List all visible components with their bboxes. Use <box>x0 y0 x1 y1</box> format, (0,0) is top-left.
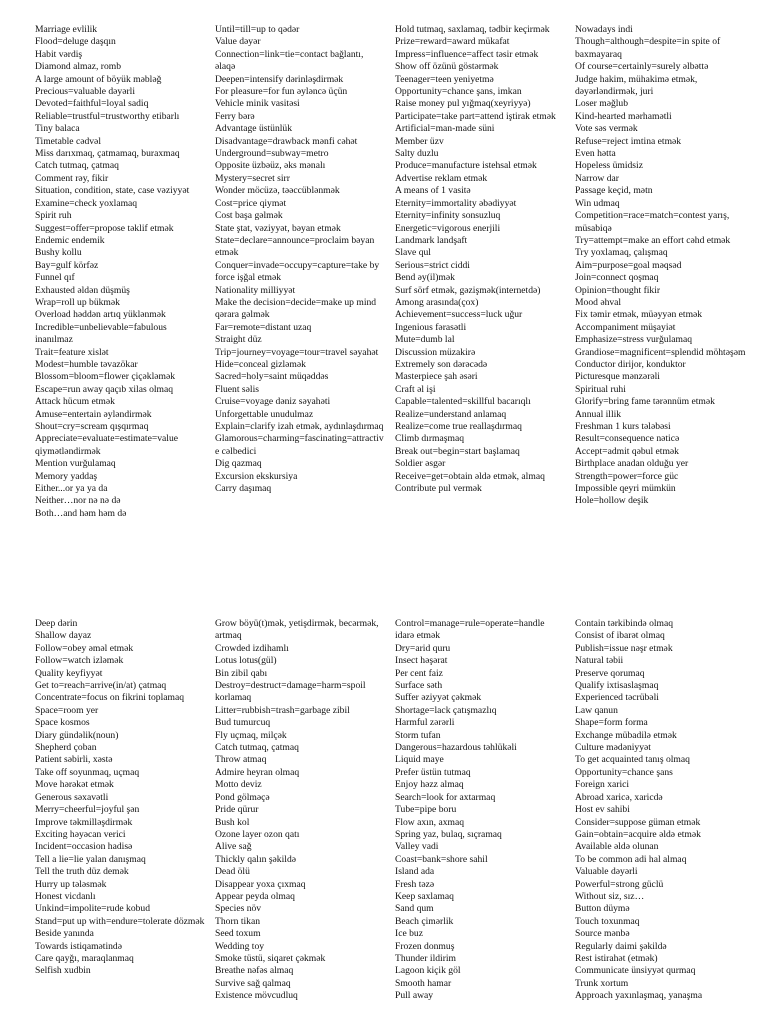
vocab-entry: Impress=influence=affect təsir etmək <box>395 48 539 60</box>
vocab-entry: Button düymə <box>575 903 630 915</box>
vocab-column-8 <box>575 618 755 1003</box>
vocab-entry: Approach yaxınlaşmaq, yanaşma <box>575 990 703 1002</box>
vocab-entry: Far=remote=distant uzaq <box>215 321 312 333</box>
vocab-entry: Advantage üstünlük <box>215 123 293 135</box>
vocab-entry: Explain=clarify izah etmək, aydınlaşdırmaq <box>215 421 384 432</box>
vocab-entry: Miss darıxmaq, çatmamaq, buraxmaq <box>35 148 180 160</box>
vocab-entry: Throw atmaq <box>215 754 267 766</box>
vocab-entry: Fresh təzə <box>395 878 435 890</box>
vocab-entry: Realize=come true reallaşdırmaq <box>395 421 522 432</box>
vocab-entry: Sacred=holy=saint müqəddəs <box>215 371 329 383</box>
vocab-entry: Appreciate=evaluate=estimate=value qiymətləndirmək <box>35 433 179 457</box>
vocab-entry: Spirit ruh <box>35 210 72 222</box>
vocab-entry: Gain=obtain=acquire əldə etmək <box>575 828 701 840</box>
vocab-entry: Fly uçmaq, milçək <box>215 729 287 741</box>
vocab-entry: Patient səbirli, xəstə <box>35 754 113 766</box>
vocab-entry: Space kosmos <box>35 717 90 729</box>
vocab-entry: Frozen donmuş <box>395 940 455 952</box>
vocab-entry: Landmark landşaft <box>395 234 468 246</box>
vocab-entry: For pleasure=for fun əyləncə üçün <box>215 86 348 98</box>
vocab-column-5 <box>35 618 205 978</box>
vocab-column-6 <box>215 618 385 1003</box>
vocab-entry: Freshman 1 kurs tələbəsi <box>575 421 671 432</box>
vocab-entry: Opportunity=chance şans, imkan <box>395 86 522 98</box>
vocab-entry: Ice buz <box>395 928 423 940</box>
vocab-entry: Wrap=roll up bükmək <box>35 296 120 308</box>
vocab-entry: Mention vurğulamaq <box>35 458 116 470</box>
vocab-entry: Available əldə olunan <box>575 841 659 853</box>
vocab-entry: Merry=cheerful=joyful şən <box>35 804 140 816</box>
vocab-entry: Take off soyunmaq, uçmaq <box>35 766 140 778</box>
vocab-entry: Shepherd çoban <box>35 742 97 754</box>
vocab-entry: Show off özünü göstərmək <box>395 61 499 73</box>
vocab-entry: Underground=subway=metro <box>215 148 329 160</box>
vocab-entry: Tube=pipe boru <box>395 804 457 816</box>
vocab-entry: Law qanun <box>575 704 618 716</box>
vocab-entry: Harmful zərərli <box>395 717 455 729</box>
vocab-entry: Disappear yoxa çıxmaq <box>215 878 306 890</box>
vocab-entry: Search=look for axtarmaq <box>395 791 496 803</box>
vocab-entry: Diary gündəlik(noun) <box>35 729 119 741</box>
vocab-entry: Liquid maye <box>395 754 444 766</box>
vocab-entry: Follow=obey əməl etmək <box>35 642 134 654</box>
vocab-entry: Thickly qalın şəkildə <box>215 853 296 865</box>
vocab-entry: Survive sağ qalmaq <box>215 977 291 989</box>
vocab-entry: Quality keyfiyyət <box>35 667 103 679</box>
vocab-entry: Raise money pul yığmaq(xeyriyyə) <box>395 98 531 110</box>
vocab-entry: Accompaniment müşayiət <box>575 321 676 333</box>
vocab-entry: Vehicle minik vasitəsi <box>215 98 300 110</box>
vocab-entry: Emphasize=stress vurğulamaq <box>575 334 693 346</box>
vocab-entry: Breathe nəfəs almaq <box>215 965 294 977</box>
vocab-entry: Catch tutmaq, çatmaq <box>35 160 119 172</box>
vocab-entry: Bud tumurcuq <box>215 717 271 729</box>
vocab-entry: Care qayğı, maraqlanmaq <box>35 952 134 964</box>
vocab-entry: Control=manage=rule=operate=handle idarə etmək <box>395 618 545 642</box>
vocab-entry: Eternity=immortality əbədiyyət <box>395 197 517 209</box>
vocab-entry: Without siz, sız… <box>575 890 645 902</box>
vocab-entry: Devoted=faithful=loyal sadiq <box>35 98 149 110</box>
vocab-entry: Incredible=unbelievable=fabulous inanılmaz <box>35 321 167 346</box>
vocab-entry: Both…and həm həm də <box>35 507 127 519</box>
vocab-entry: Prefer üstün tutmaq <box>395 766 471 778</box>
vocab-entry: Strength=power=force güc <box>575 470 679 482</box>
vocab-entry: Conductor dirijor, konduktor <box>575 358 686 370</box>
vocab-entry: Lagoon kiçik göl <box>395 965 461 977</box>
vocab-entry: Hold tutmaq, saxlamaq, tədbir keçirmək <box>395 24 550 35</box>
vocab-entry: Participate=take part=attend iştirak etmək <box>395 110 556 122</box>
vocab-entry: Source mənbə <box>575 928 630 940</box>
vocab-entry: Exciting həyəcan verici <box>35 828 126 840</box>
vocab-entry: Dangerous=hazardous təhlükəli <box>395 742 517 754</box>
vocab-entry: Deep dərin <box>35 618 78 629</box>
vocab-entry: Ozone layer ozon qatı <box>215 828 300 840</box>
vocab-entry: Natural təbii <box>575 655 624 667</box>
vocab-entry: Amuse=entertain əyləndirmək <box>35 408 152 420</box>
vocab-entry: Fluent səlis <box>215 383 259 395</box>
vocab-entry: Incident=occasion hadisə <box>35 841 133 853</box>
vocab-entry: Unforgettable unudulmaz <box>215 408 314 420</box>
vocab-entry: Ingenious fərasətli <box>395 321 467 333</box>
vocab-entry: Try yoxlamaq, çalışmaq <box>575 247 668 259</box>
vocab-entry: Narrow dar <box>575 172 619 184</box>
vocab-entry: Funnel qıf <box>35 272 75 284</box>
vocab-entry: Generous səxavətli <box>35 791 109 803</box>
vocab-entry: Conquer=invade=occupy=capture=take by force işğal etmək <box>215 259 380 284</box>
vocab-entry: Of course=certainly=surely əlbəttə <box>575 61 709 73</box>
vocab-entry: Vote səs vermək <box>575 123 638 135</box>
vocab-entry: Seed toxum <box>215 928 261 940</box>
vocab-entry: Suffer əziyyət çəkmək <box>395 692 482 704</box>
vocab-column-1 <box>35 24 205 520</box>
vocab-entry: Flood=deluge daşqın <box>35 36 116 48</box>
vocab-entry: Ferry bərə <box>215 110 255 122</box>
vocab-entry: Insect həşərat <box>395 655 448 667</box>
vocab-entry: Shout=cry=scream qışqırmaq <box>35 421 149 432</box>
vocab-entry: Discussion müzakirə <box>395 346 476 358</box>
vocab-entry: Pond gölməçə <box>215 791 270 803</box>
vocab-entry: Crowded izdihamlı <box>215 642 289 654</box>
vocab-entry: Shortage=lack çatışmazlıq <box>395 704 497 716</box>
vocab-entry: Towards istiqamətində <box>35 940 122 952</box>
vocab-entry: Honest vicdanlı <box>35 890 96 902</box>
vocab-entry: Contribute pul vermək <box>395 483 482 495</box>
vocab-entry: Valuable dəyərli <box>575 866 638 878</box>
vocab-entry: Trip=journey=voyage=tour=travel səyahət <box>215 346 379 358</box>
vocab-entry: Deepen=intensify dərinləşdirmək <box>215 73 344 85</box>
vocab-entry: Until=till=up to qədər <box>215 24 300 35</box>
vocab-entry: Birthplace anadan olduğu yer <box>575 458 689 470</box>
vocab-entry: Cost başa gəlmək <box>215 210 283 222</box>
vocab-entry: Timetable cədvəl <box>35 135 101 147</box>
vocab-entry: Situation, condition, state, case vəziyyət <box>35 185 190 197</box>
vocab-entry: Thorn tikan <box>215 915 261 927</box>
vocab-entry: Nationality milliyyət <box>215 284 296 296</box>
vocab-entry: Bush kol <box>215 816 250 828</box>
vocab-entry: Competition=race=match=contest yarış, müsabiqə <box>575 210 730 234</box>
vocab-entry: Value dəyər <box>215 36 261 48</box>
vocab-entry: Preserve qorumaq <box>575 667 645 679</box>
vocab-entry: Shallow dayaz <box>35 630 92 642</box>
vocab-entry: Reliable=trustful=trustworthy etibarlı <box>35 110 180 122</box>
vocab-entry: Dry=arid quru <box>395 642 451 654</box>
vocab-entry: Masterpiece şah əsəri <box>395 371 478 383</box>
vocab-entry: Excursion ekskursiya <box>215 470 298 482</box>
vocab-entry: State=declare=announce=proclaim bəyan etmək <box>215 234 375 259</box>
vocab-entry: Valley vadi <box>395 841 439 853</box>
vocab-entry: Opportunity=chance şans <box>575 766 673 778</box>
vocab-entry: Existence mövcudluq <box>215 990 298 1002</box>
vocab-entry: Win udmaq <box>575 197 620 209</box>
vocab-column-4 <box>575 24 755 508</box>
vocab-entry: Surface səth <box>395 680 443 692</box>
vocab-entry: Craft əl işi <box>395 383 436 395</box>
vocab-entry: Produce=manufacture istehsal etmək <box>395 160 537 172</box>
vocab-entry: Kind-hearted mərhamətli <box>575 110 672 122</box>
vocab-entry: Space=room yer <box>35 704 99 716</box>
vocab-entry: Thunder ildirim <box>395 952 457 964</box>
vocab-entry: State ştat, vəziyyət, bəyan etmək <box>215 222 341 234</box>
vocab-entry: Tell a lie=lie yalan danışmaq <box>35 853 146 865</box>
vocab-entry: Consider=suppose güman etmək <box>575 816 701 828</box>
vocab-entry: Selfish xudbin <box>35 965 91 977</box>
vocab-entry: Artificial=man-made süni <box>395 123 495 135</box>
vocab-entry: Escape=run away qaçıb xilas olmaq <box>35 383 174 395</box>
vocab-entry: Realize=understand anlamaq <box>395 408 507 420</box>
vocab-entry: Modest=humble təvazökar <box>35 358 138 370</box>
vocab-entry: Achievement=success=luck uğur <box>395 309 523 321</box>
vocab-entry: Publish=issue nəşr etmək <box>575 642 673 654</box>
vocab-entry: Mood əhval <box>575 296 622 308</box>
vocab-entry: Even hətta <box>575 148 616 160</box>
vocab-entry: Neither…nor nə nə də <box>35 495 121 507</box>
vocab-entry: Keep saxlamaq <box>395 890 454 902</box>
vocab-entry: Impossible qeyri mümkün <box>575 483 676 495</box>
vocab-entry: Abroad xaricə, xaricdə <box>575 791 663 803</box>
vocab-entry: Cost=price qiymət <box>215 197 287 209</box>
vocab-entry: Fix təmir etmək, müəyyən etmək <box>575 309 703 321</box>
vocab-entry: Member üzv <box>395 135 444 147</box>
vocab-entry: Hide=conceal gizləmək <box>215 358 306 370</box>
vocab-entry: Contain tərkibində olmaq <box>575 618 674 629</box>
vocab-column-7 <box>395 618 565 1003</box>
vocab-entry: Mute=dumb lal <box>395 334 455 346</box>
vocab-entry: Habit vərdiş <box>35 48 83 60</box>
vocab-entry: Enjoy həzz almaq <box>395 779 464 791</box>
vocab-entry: Rest istirahət (etmək) <box>575 952 658 964</box>
vocab-entry: Make the decision=decide=make up mind qərara gəlmək <box>215 296 377 321</box>
vocab-entry: Smooth hamar <box>395 977 452 989</box>
vocab-entry: Cruise=voyage dəniz səyahəti <box>215 396 331 408</box>
vocab-entry: Island ada <box>395 866 435 878</box>
vocab-entry: Unkind=impolite=rude kobud <box>35 903 151 915</box>
vocab-entry: Extremely son dərəcədə <box>395 358 488 370</box>
vocab-entry: Grow böyü(t)mək, yetişdirmək, becərmək, artmaq <box>215 618 379 642</box>
vocab-entry: Overload həddən artıq yüklənmək <box>35 309 166 321</box>
vocab-entry: Trait=feature xislət <box>35 346 109 358</box>
vocab-entry: Result=consequence nəticə <box>575 433 680 445</box>
vocab-entry: Beside yanında <box>35 928 94 940</box>
vocab-entry: Examine=check yoxlamaq <box>35 197 138 209</box>
vocab-entry: Eternity=infinity sonsuzluq <box>395 210 501 222</box>
vocab-entry: A large amount of böyük məbləğ <box>35 73 162 85</box>
vocab-entry: Exhausted əldən düşmüş <box>35 284 130 296</box>
vocab-entry: Bushy kollu <box>35 247 82 259</box>
vocab-entry: Coast=bank=shore sahil <box>395 853 488 865</box>
vocab-entry: Dig qazmaq <box>215 458 262 470</box>
vocab-entry: Glorify=bring fame tərənnüm etmək <box>575 396 715 408</box>
vocab-column-3 <box>395 24 565 495</box>
vocab-entry: Communicate ünsiyyət qurmaq <box>575 965 696 977</box>
vocab-entry: Hopeless ümidsiz <box>575 160 643 172</box>
vocab-entry: Soldier əsgər <box>395 458 446 470</box>
vocab-entry: Motto deviz <box>215 779 262 791</box>
vocab-entry: Trunk xortum <box>575 977 629 989</box>
vocab-entry: Nowadays indi <box>575 24 633 35</box>
vocab-entry: Tell the truth düz demək <box>35 866 129 878</box>
vocab-entry: Teenager=teen yeniyetmə <box>395 73 494 85</box>
vocab-entry: Annual illik <box>575 408 622 420</box>
vocab-entry: Accept=admit qəbul etmək <box>575 445 679 457</box>
vocab-entry: Opinion=thought fikir <box>575 284 661 296</box>
vocab-entry: Try=attempt=make an effort cəhd etmək <box>575 234 731 246</box>
vocab-entry: Disadvantage=drawback mənfi cəhət <box>215 135 358 147</box>
vocab-entry: Judge hakim, mühakimə etmək, dəyərləndirmək, juri <box>575 73 698 98</box>
vocab-entry: Smoke tüstü, siqaret çəkmək <box>215 952 326 964</box>
vocab-entry: Shape=form forma <box>575 717 648 729</box>
vocab-entry: Passage keçid, mətn <box>575 185 653 197</box>
vocab-entry: Per cent faiz <box>395 667 443 679</box>
vocab-entry: Destroy=destruct=damage=harm=spoil korlamaq <box>215 680 366 704</box>
vocab-entry: Attack hücum etmək <box>35 396 115 408</box>
vocab-entry: Spiritual ruhi <box>575 383 626 395</box>
vocab-entry: Host ev sahibi <box>575 804 630 816</box>
vocab-entry: Loser məğlub <box>575 98 629 110</box>
vocab-entry: Picturesque mənzərəli <box>575 371 660 383</box>
vocab-entry: Advertise reklam etmək <box>395 172 488 184</box>
vocab-entry: Precious=valuable dəyərli <box>35 86 135 98</box>
vocab-entry: Dead ölü <box>215 866 250 878</box>
vocab-entry: Litter=rubbish=trash=garbage zibil <box>215 704 350 716</box>
vocab-entry: Move hərəkət etmək <box>35 779 114 791</box>
vocab-entry: To get acquainted tanış olmaq <box>575 754 690 766</box>
vocab-entry: Though=although=despite=in spite of baxmayaraq <box>575 36 721 60</box>
vocab-entry: Experienced təcrübəli <box>575 692 659 704</box>
vocab-entry: Endemic endemik <box>35 234 105 246</box>
vocab-entry: Capable=talented=skillful bacarıqlı <box>395 396 531 408</box>
vocab-entry: Either...or ya ya da <box>35 483 108 495</box>
vocab-entry: Comment rəy, fikir <box>35 172 109 184</box>
vocab-entry: Hurry up tələsmək <box>35 878 107 890</box>
vocab-entry: Straight düz <box>215 334 262 346</box>
vocab-entry: Species növ <box>215 903 262 915</box>
vocab-entry: Bay=gulf körfəz <box>35 259 99 271</box>
vocab-entry: Memory yaddaş <box>35 470 98 482</box>
vocab-entry: Powerful=strong güclü <box>575 878 664 890</box>
vocab-entry: Connection=link=tie=contact bağlantı, əlaqə <box>215 48 364 73</box>
vocab-entry: Serious=strict ciddi <box>395 259 470 271</box>
vocab-entry: Opposite üzbəüz, əks mənalı <box>215 160 326 172</box>
vocab-entry: Flow axın, axmaq <box>395 816 465 828</box>
vocab-entry: Among arasında(çox) <box>395 296 479 308</box>
vocab-entry: A means of 1 vasitə <box>395 185 471 197</box>
vocab-entry: Beach çimərlik <box>395 915 454 927</box>
vocab-entry: Sand qum <box>395 903 434 915</box>
vocab-entry: Foreign xarici <box>575 779 630 791</box>
vocab-entry: Slave qul <box>395 247 431 259</box>
vocab-entry: Alive sağ <box>215 841 252 853</box>
vocab-entry: Marriage evlilik <box>35 24 98 35</box>
vocab-entry: Join=connect qoşmaq <box>575 272 659 284</box>
vocab-entry: Admire heyran olmaq <box>215 766 300 778</box>
vocab-entry: Regularly daimi şəkildə <box>575 940 667 952</box>
vocab-entry: Exchange mübadilə etmək <box>575 729 677 741</box>
vocab-entry: Touch toxunmaq <box>575 915 640 927</box>
vocab-entry: Break out=begin=start başlamaq <box>395 445 520 457</box>
vocab-entry: Bin zibil qabı <box>215 667 268 679</box>
vocab-entry: Diamond almaz, romb <box>35 61 122 73</box>
vocab-entry: Get to=reach=arrive(in/at) çatmaq <box>35 680 167 692</box>
vocab-entry: Wedding toy <box>215 940 265 952</box>
vocab-entry: Suggest=offer=propose təklif etmək <box>35 222 174 234</box>
vocab-entry: Lotus lotus(gül) <box>215 655 277 667</box>
vocab-entry: Catch tutmaq, çatmaq <box>215 742 299 754</box>
vocab-entry: Culture mədəniyyət <box>575 742 651 754</box>
vocab-entry: Hole=hollow deşik <box>575 495 649 507</box>
vocab-entry: Appear peyda olmaq <box>215 890 295 902</box>
vocab-entry: Stand=put up with=endure=tolerate dözmək <box>35 915 205 927</box>
vocab-column-2 <box>215 24 385 495</box>
vocab-entry: Grandiose=magnificent=splendid möhtəşəm <box>575 346 746 358</box>
vocab-entry: To be common adi hal almaq <box>575 853 687 865</box>
vocab-entry: Improve təkmilləşdirmək <box>35 816 133 828</box>
vocab-entry: Wonder möcüzə, təəccüblənmək <box>215 185 340 197</box>
vocab-entry: Receive=get=obtain əldə etmək, almaq <box>395 470 545 482</box>
vocab-entry: Glamorous=charming=fascinating=attractive cəlbedici <box>215 433 384 457</box>
vocab-entry: Concentrate=focus on fikrini toplamaq <box>35 692 185 704</box>
vocab-entry: Consist of ibarət olmaq <box>575 630 665 642</box>
vocab-entry: Prize=reward=award mükafat <box>395 36 510 48</box>
vocab-entry: Salty duzlu <box>395 148 439 160</box>
vocab-entry: Qualify ixtisaslaşmaq <box>575 680 659 692</box>
vocab-entry: Follow=watch izləmək <box>35 655 124 667</box>
vocab-entry: Carry daşımaq <box>215 483 272 495</box>
vocab-entry: Spring yaz, bulaq, sıçramaq <box>395 828 502 840</box>
vocab-entry: Pride qürur <box>215 804 259 816</box>
vocab-entry: Tiny balaca <box>35 123 80 135</box>
vocab-entry: Surf sörf etmək, gəzişmək(internetdə) <box>395 284 541 296</box>
vocab-entry: Pull away <box>395 990 434 1002</box>
vocab-entry: Bend əy(il)mək <box>395 272 455 284</box>
vocab-entry: Refuse=reject imtina etmək <box>575 135 682 147</box>
vocab-entry: Climb dırmaşmaq <box>395 433 465 445</box>
vocab-entry: Blossom=bloom=flower çiçəkləmək <box>35 371 176 383</box>
vocab-entry: Storm tufan <box>395 729 441 741</box>
vocab-entry: Mystery=secret sirr <box>215 172 290 184</box>
vocab-entry: Energetic=vigorous enerjili <box>395 222 501 234</box>
vocab-entry: Aim=purpose=goal məqsəd <box>575 259 682 271</box>
